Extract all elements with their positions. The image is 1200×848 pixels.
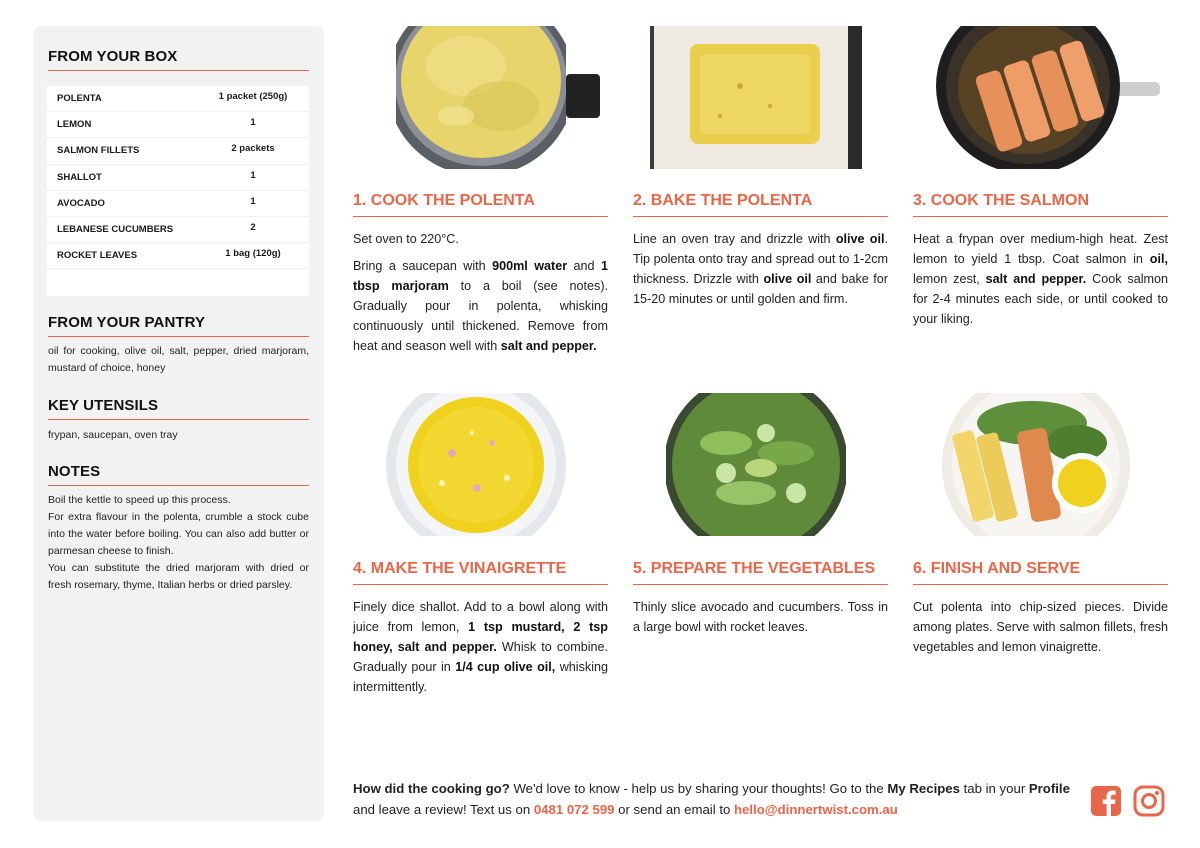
step-5-title: 5. PREPARE THE VEGETABLES [633,560,888,585]
step-text: and bake for 15-20 minutes or until golden and firm. [633,272,888,306]
pantry-heading: FROM YOUR PANTRY [48,314,309,337]
ingredient-name: POLENTA [57,93,102,105]
step-emphasis: salt and pepper. [500,339,597,353]
step-text: Heat a frypan over medium-high heat. Zest lemon to yield 1 tbsp. Coat salmon in [913,232,1168,266]
step-text: Set oven to 220°C. [353,232,459,246]
feedback-footer [353,778,1073,820]
step-1-body [353,229,608,363]
step-emphasis: oil, [1149,252,1168,266]
salmon-pan-photo [936,26,1160,169]
step-emphasis: 900ml water [492,259,568,273]
footer-question: How did the cooking go? [353,781,510,796]
step-emphasis: salt and pepper. [985,272,1087,286]
step-3-title: 3. COOK THE SALMON [913,192,1168,217]
step-paragraph [913,597,1168,657]
step-text: Bring a saucepan with [353,259,493,273]
step-2-title: 2. BAKE THE POLENTA [633,192,888,217]
step-paragraph [633,597,888,637]
note-line: Boil the kettle to speed up this process. [48,494,231,506]
step-emphasis: olive oil [763,272,812,286]
footer-text-4: or send an email to [614,802,734,817]
step-2-body [633,229,888,316]
polenta-pot-photo [396,26,566,169]
footer-text-2: tab in your [959,781,1029,796]
plated-dish-photo [942,393,1130,536]
vinaigrette-bowl-photo [382,393,570,536]
step-1-title: 1. COOK THE POLENTA [353,192,608,217]
step-6-title: 6. FINISH AND SERVE [913,560,1168,585]
step-paragraph [913,229,1168,329]
step-4-body [353,597,608,704]
from-box-heading: FROM YOUR BOX [48,48,309,71]
my-recipes-link[interactable]: My Recipes [887,781,960,796]
footer-text-3: and leave a review! Text us on [353,802,534,817]
footer-text-1: We'd love to know - help us by sharing your thoughts! Go to the [509,781,888,796]
ingredient-name: ROCKET LEAVES [57,250,138,262]
phone-link[interactable]: 0481 072 599 [533,802,615,817]
step-text: Finely dice shallot. Add to a bowl along with juice from lemon, [353,600,608,634]
ingredient-name: AVOCADO [57,197,105,209]
notes-text [48,492,309,594]
step-text: lemon zest, [913,272,986,286]
ingredient-row [47,243,309,269]
profile-link[interactable]: Profile [1028,781,1070,796]
note-line: You can substitute the dried marjoram with dried or fresh rosemary, thyme, Italian herbs or dried parsley. [48,562,309,591]
step-emphasis: 1 tbsp marjoram [353,259,608,293]
step-emphasis: 1/4 cup olive oil, [455,660,556,674]
step-text: Cut polenta into chip-sized pieces. Divide among plates. Serve with salmon fillets, fresh vegetables and lemon vinaigrette. [913,600,1168,654]
email-link[interactable]: hello@dinnertwist.com.au [734,802,898,817]
step-text: Line an oven tray and drizzle with [633,232,836,246]
step-5-body [633,597,888,644]
step-text: Cook salmon for 2-4 minutes each side, or until cooked to your liking. [913,272,1168,326]
ingredient-qty: 2 [250,222,256,234]
step-emphasis: 1 tsp mustard, 2 tsp honey, salt and pepper. [353,620,608,654]
notes-heading: NOTES [48,463,309,486]
utensils-text: frypan, saucepan, oven tray [48,429,178,441]
ingredient-row [47,138,309,164]
step-6-body [913,597,1168,664]
step-paragraph [353,597,608,697]
step-text: Thinly slice avocado and cucumbers. Toss in a large bowl with rocket leaves. [633,600,888,634]
ingredient-row [47,217,309,243]
ingredient-row [47,86,309,112]
instagram-icon[interactable] [1133,785,1165,817]
step-3-body [913,229,1168,336]
ingredient-name: SALMON FILLETS [57,145,140,157]
ingredient-qty: 1 [250,195,256,207]
ingredient-name: LEMON [57,119,92,131]
step-paragraph [353,256,608,356]
utensils-heading: KEY UTENSILS [48,397,309,420]
ingredient-qty: 1 [250,169,256,181]
step-text: and [567,259,601,273]
ingredient-row [47,191,309,217]
step-paragraph [633,229,888,309]
ingredient-row [47,112,309,138]
step-emphasis: olive oil [835,232,885,246]
step-text: . Tip polenta onto tray and spread out to 1-2cm thickness. Drizzle with [633,232,888,286]
ingredient-qty: 1 [250,117,256,129]
ingredients-table [47,86,309,296]
ingredient-qty: 1 bag (120g) [225,248,281,260]
pantry-text: oil for cooking, olive oil, salt, pepper, dried marjoram, mustard of choice, honey [48,345,309,374]
ingredient-row [47,165,309,191]
ingredient-qty: 1 packet (250g) [218,91,288,103]
step-text: to a boil (see notes). Gradually pour in polenta, whisking continuously until thickened. Remove from heat and season well with [353,279,609,353]
ingredients-sidebar [33,26,324,821]
step-4-title: 4. MAKE THE VINAIGRETTE [353,560,608,585]
ingredient-name: LEBANESE CUCUMBERS [57,224,174,236]
pot-handle [566,74,600,118]
step-paragraph [353,229,608,249]
facebook-icon[interactable] [1090,785,1122,817]
note-line: For extra flavour in the polenta, crumble a stock cube into the water before boiling. You can also add butter or parmesan cheese to finish. [48,511,309,557]
baked-polenta-photo [650,26,862,169]
vegetables-bowl-photo [666,393,846,536]
step-text: Whisk to combine. Gradually pour in [353,640,608,674]
ingredient-name: SHALLOT [57,171,102,183]
ingredient-row-empty [47,269,309,295]
ingredient-qty: 2 packets [231,143,275,155]
step-text: whisking intermittently. [353,660,609,694]
